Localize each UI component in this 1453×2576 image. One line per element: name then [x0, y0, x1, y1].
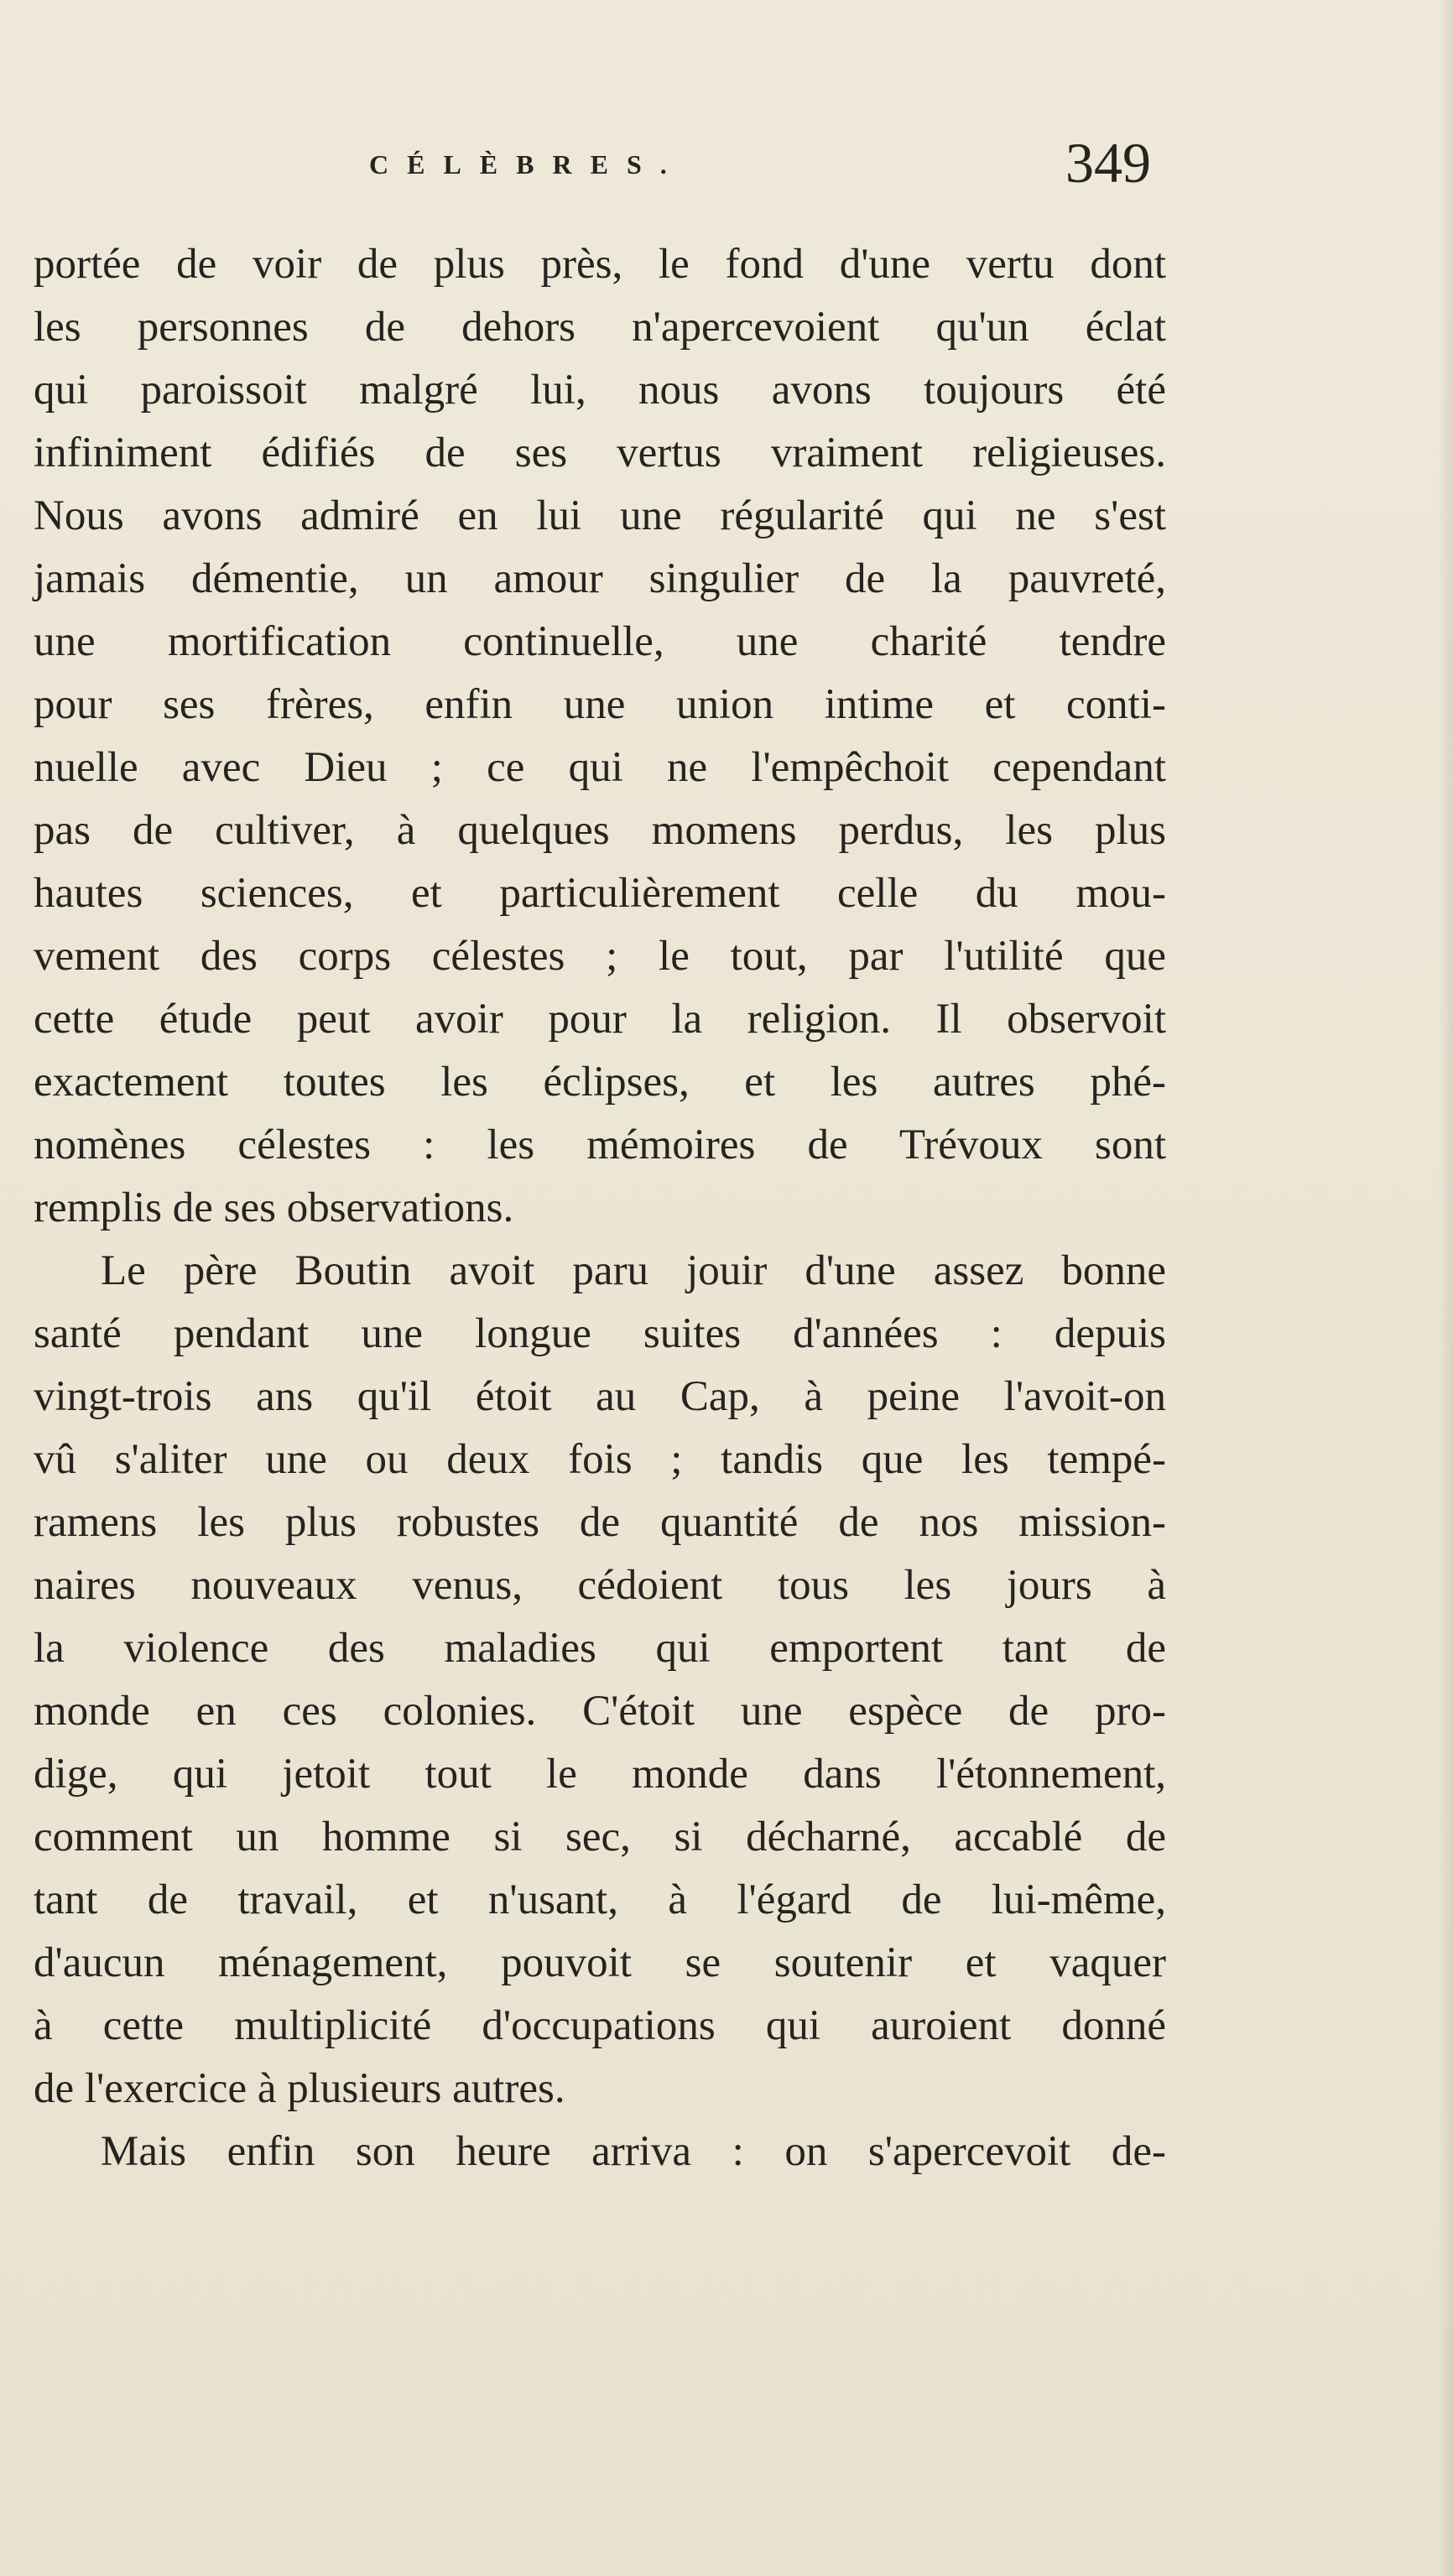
page-edge-shadow [1438, 0, 1453, 2576]
text-line: comment un homme si sec, si décharné, accablé de [34, 1814, 1166, 1860]
text-line: Nous avons admiré en lui une régularité qui ne s'est [34, 492, 1166, 539]
text-line: la violence des maladies qui emportent tant de [34, 1625, 1166, 1672]
text-line: naires nouveaux venus, cédoient tous les jours à [34, 1562, 1166, 1609]
text-line: Mais enfin son heure arriva : on s'apercevoit de- [101, 2128, 1166, 2175]
body-text [34, 233, 1166, 2183]
text-line: vement des corps célestes ; le tout, par l'utilité que [34, 933, 1166, 980]
text-line: pas de cultiver, à quelques momens perdus, les plus [34, 807, 1166, 854]
running-title: CÉLÈBRES. [369, 149, 685, 180]
text-line: une mortification continuelle, une charité tendre [34, 618, 1166, 665]
text-line: vû s'aliter une ou deux fois ; tandis que les tempé- [34, 1436, 1166, 1483]
text-line: Le père Boutin avoit paru jouir d'une assez bonne [101, 1247, 1166, 1294]
text-line: de l'exercice à plusieurs autres. [34, 2065, 565, 2112]
running-head [0, 131, 1453, 210]
text-line: d'aucun ménagement, pouvoit se soutenir et vaquer [34, 1939, 1166, 1986]
text-line: exactement toutes les éclipses, et les autres phé- [34, 1059, 1166, 1106]
text-line: jamais démentie, un amour singulier de la pauvreté, [34, 555, 1166, 602]
text-line: hautes sciences, et particulièrement celle du mou- [34, 870, 1166, 917]
text-line: tant de travail, et n'usant, à l'égard de lui-même, [34, 1876, 1166, 1923]
text-line: vingt-trois ans qu'il étoit au Cap, à peine l'avoit-on [34, 1373, 1166, 1420]
text-line: santé pendant une longue suites d'années : depuis [34, 1310, 1166, 1357]
text-line: pour ses frères, enfin une union intime et conti- [34, 681, 1166, 728]
text-line: infiniment édifiés de ses vertus vraiment religieuses. [34, 429, 1166, 476]
text-line: nuelle avec Dieu ; ce qui ne l'empêchoit cependant [34, 744, 1166, 791]
text-line: qui paroissoit malgré lui, nous avons toujours été [34, 367, 1166, 414]
text-line: dige, qui jetoit tout le monde dans l'étonnement, [34, 1751, 1166, 1798]
text-line: cette étude peut avoir pour la religion. Il observoit [34, 996, 1166, 1043]
text-line: portée de voir de plus près, le fond d'une vertu dont [34, 241, 1166, 288]
text-line: remplis de ses observations. [34, 1184, 514, 1231]
page-number: 349 [1065, 131, 1151, 195]
text-line: monde en ces colonies. C'étoit une espèce de pro- [34, 1688, 1166, 1735]
text-line: les personnes de dehors n'apercevoient qu'un éclat [34, 304, 1166, 351]
text-line: à cette multiplicité d'occupations qui auroient donné [34, 2002, 1166, 2049]
text-line: ramens les plus robustes de quantité de nos mission- [34, 1499, 1166, 1546]
text-line: nomènes célestes : les mémoires de Trévoux sont [34, 1121, 1166, 1168]
